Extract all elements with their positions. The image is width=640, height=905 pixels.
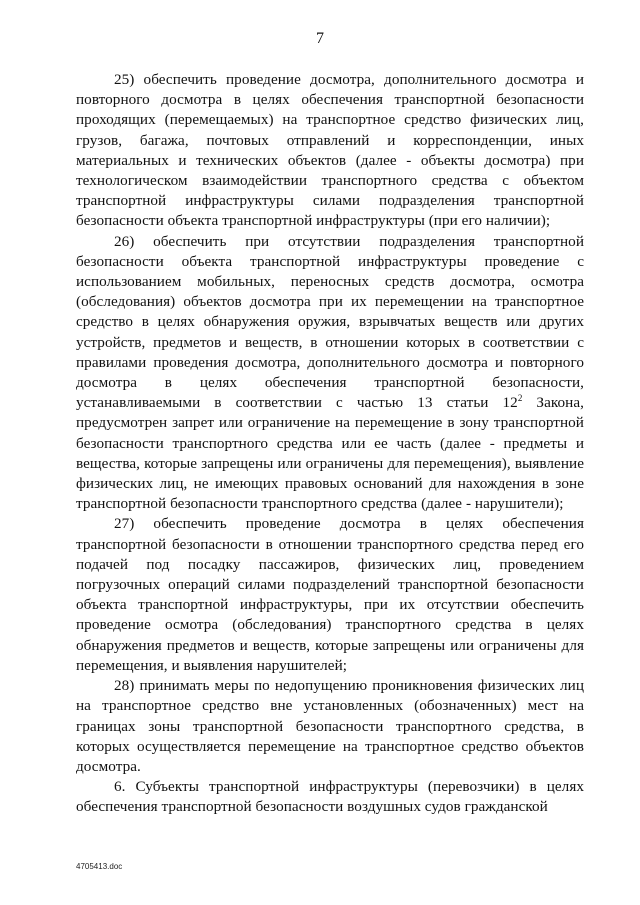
- footer-filename: 4705413.doc: [76, 862, 123, 871]
- superscript-2: 2: [517, 393, 523, 404]
- paragraph-26-text-start: 26) обеспечить при отсутствии подразделения транспортной безопасности объекта транспортной инфраструктуры проведение с использованием мобильных, переносных средств досмотра, осмотра (обследования) объектов досмотра при их перемещении на транспортное средство в целях обнаружения оружия, взрывчатых веществ или других устройств, предметов и веществ, в отношении которых в соответствии с правилами проведения досмотра, дополнительного досмотра и повторного досмотра в целях обеспечения транспортной безопасности, устанавливаемыми в соответствии с частью 13 статьи 12: [76, 232, 584, 412]
- paragraph-28: 28) принимать меры по недопущению проникновения физических лиц на транспортное средство вне установленных (обозначенных) мест на границах зоны транспортной безопасности транспортного средства, в которых осуществляется перемещение на транспортное средство объектов досмотра.: [76, 677, 584, 775]
- paragraph-25: 25) обеспечить проведение досмотра, дополнительного досмотра и повторного досмотра в целях обеспечения транспортной безопасности проходящих (перемещаемых) на транспортное средство физических лиц, грузов, багажа, почтовых отправлений и корреспонденции, иных материальных и технических объектов (далее - объекты досмотра) при технологическом взаимодействии транспортного средства с объектом транспортной инфраструктуры силами подразделения транспортной безопасности объекта транспортной инфраструктуры (при его наличии);: [76, 71, 584, 230]
- paragraph-6: 6. Субъекты транспортной инфраструктуры (перевозчики) в целях обеспечения транспортной безопасности воздушных судов гражданской: [76, 778, 584, 816]
- paragraph-27: 27) обеспечить проведение досмотра в целях обеспечения транспортной безопасности в отношении транспортного средства перед его подачей под посадку пассажиров, физических лиц, проведением погрузочных операций силами подразделений транспортной безопасности объекта транспортной инфраструктуры, при их отсутствии обеспечить проведение осмотра (обследования) транспортного средства в целях обнаружения предметов и веществ, которые запрещены или ограничены для перемещения, и выявления нарушителей;: [76, 515, 584, 674]
- paragraph-26-text-end: Закона, предусмотрен запрет или ограничение на перемещение в зону транспортной безопасности транспортного средства или ее часть (далее - предметы и вещества, которые запрещены или ограничены для перемещения), выявление физических лиц, не имеющих правовых оснований для нахождения в зоне транспортной безопасности транспортного средства (далее - нарушители);: [76, 394, 584, 513]
- page-number: 7: [316, 30, 324, 47]
- paragraph-26: [76, 232, 584, 515]
- document-body: [76, 70, 584, 818]
